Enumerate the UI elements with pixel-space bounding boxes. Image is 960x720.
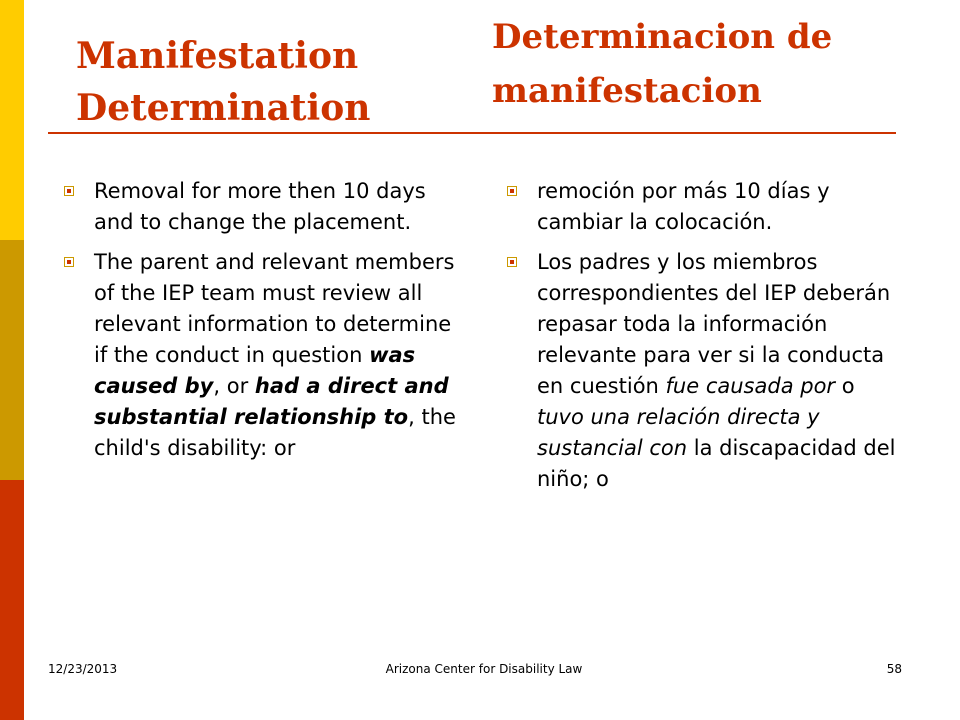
list-item bbox=[62, 247, 458, 464]
slide-title-english: Manifestation Determination bbox=[76, 35, 371, 129]
emphasis-text: tuvo una relación directa y sustancial con bbox=[537, 405, 820, 460]
emphasis-text: was caused by bbox=[94, 343, 416, 398]
sidebar-band-yellow bbox=[0, 0, 24, 240]
bullet-text: remoción por más 10 días y cambiar la colocación. bbox=[537, 179, 830, 234]
footer-date: 12/23/2013 bbox=[48, 662, 118, 676]
footer-organization-text: Arizona Center for Disability Law bbox=[385, 662, 583, 676]
slide-title-spanish bbox=[492, 10, 892, 118]
square-bullet-icon bbox=[507, 186, 517, 196]
footer-page-number: 58 bbox=[886, 662, 902, 676]
accent-sidebar bbox=[0, 0, 24, 720]
title-spanish-line1: Determinacion de bbox=[492, 17, 833, 57]
bullet-text: o bbox=[835, 374, 855, 398]
bullet-text: The parent and relevant members of the IEP team must review all relevant information to determine if the conduct in question bbox=[94, 250, 455, 367]
footer-organization bbox=[0, 662, 960, 676]
list-item bbox=[505, 247, 905, 495]
square-bullet-icon bbox=[64, 186, 74, 196]
bullet-text: , the child's disability: or bbox=[94, 405, 456, 460]
square-bullet-icon bbox=[507, 257, 517, 267]
emphasis-text: fue causada por bbox=[665, 374, 836, 398]
list-item bbox=[505, 176, 905, 238]
bullet-text: la discapacidad del niño; o bbox=[537, 436, 896, 491]
title-divider bbox=[48, 132, 896, 134]
bullet-text: , or bbox=[213, 374, 255, 398]
bullet-text: Removal for more then 10 days and to change the placement. bbox=[94, 179, 426, 234]
sidebar-band-gold bbox=[0, 240, 24, 480]
bullet-text: Los padres y los miembros correspondientes del IEP deberán repasar toda la información relevante para ver si la conducta en cuestión bbox=[537, 250, 891, 398]
spanish-bullet-list bbox=[505, 176, 905, 504]
english-bullet-list bbox=[62, 176, 458, 473]
emphasis-text: had a direct and substantial relationship to bbox=[94, 374, 449, 429]
list-item bbox=[62, 176, 458, 238]
title-spanish-line2: manifestacion bbox=[492, 71, 762, 111]
sidebar-band-red bbox=[0, 480, 24, 720]
square-bullet-icon bbox=[64, 257, 74, 267]
